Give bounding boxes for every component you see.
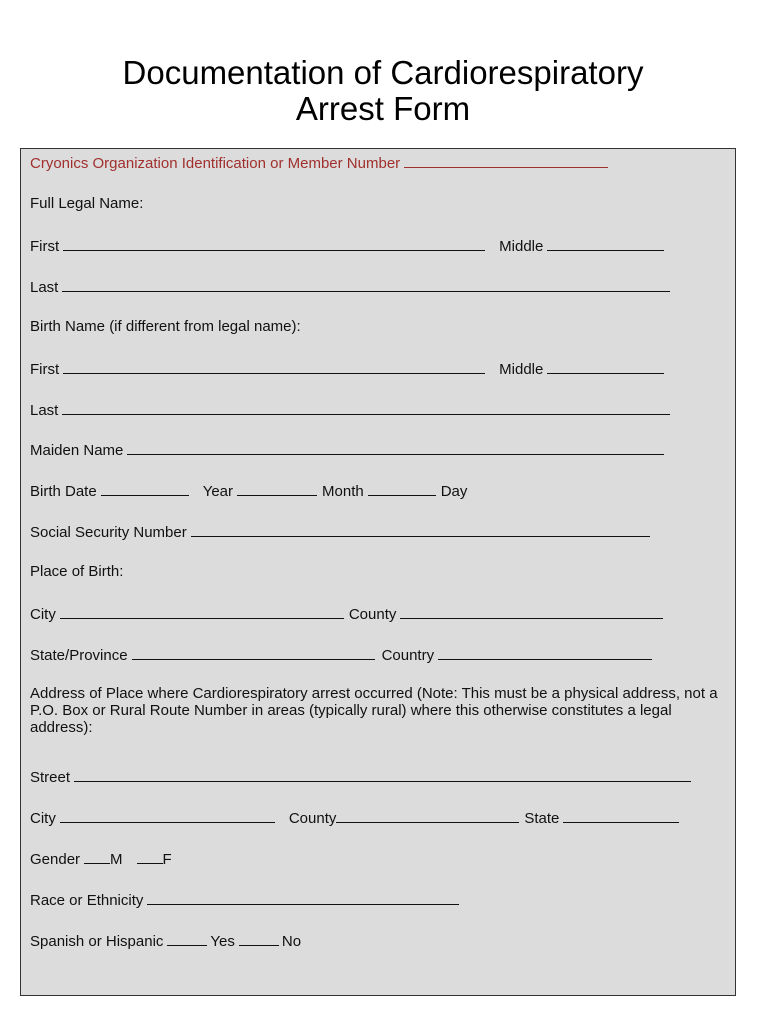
- birth-city-input[interactable]: [60, 604, 344, 619]
- street-input[interactable]: [74, 767, 691, 782]
- gender-female-label: F: [162, 851, 172, 868]
- form-title: [0, 55, 766, 127]
- org-id-row: [30, 153, 608, 173]
- form-panel: [20, 148, 736, 996]
- hispanic-no-input[interactable]: [239, 931, 279, 946]
- hispanic-yes-input[interactable]: [167, 931, 207, 946]
- birth-date-label: Birth Date: [30, 483, 97, 500]
- birth-city-label: City: [30, 606, 56, 623]
- maiden-name-input[interactable]: [127, 440, 664, 455]
- legal-last-row: [30, 277, 670, 297]
- birth-country-label: Country: [381, 647, 435, 664]
- arrest-city-label: City: [30, 810, 56, 827]
- arrest-address-note: Address of Place where Cardiorespiratory arrest occurred (Note: This must be a physical address, not a P.O. Box or Rural Route Number in areas (typically rural) where this otherwise constitutes a legal address):: [30, 685, 718, 736]
- arrest-county-input[interactable]: [336, 808, 519, 823]
- gender-male-label: M: [110, 851, 123, 868]
- birth-state-input[interactable]: [132, 645, 375, 660]
- legal-first-label: First: [30, 238, 60, 255]
- maiden-name-label: Maiden Name: [30, 442, 124, 459]
- hispanic-no-label: No: [281, 933, 302, 950]
- birth-last-row: [30, 400, 670, 420]
- birth-last-label: Last: [30, 402, 59, 419]
- birth-county-input[interactable]: [400, 604, 663, 619]
- arrest-state-input[interactable]: [563, 808, 679, 823]
- arrest-state-label: State: [524, 810, 560, 827]
- legal-middle-label: Middle: [499, 238, 544, 255]
- ssn-row: [30, 522, 650, 542]
- birth-middle-input[interactable]: [547, 359, 664, 374]
- gender-male-input[interactable]: [84, 849, 110, 864]
- birth-middle-label: Middle: [499, 361, 544, 378]
- full-legal-name-heading: Full Legal Name:: [30, 195, 144, 212]
- form-title-line-1: Documentation of Cardiorespiratory: [122, 54, 644, 91]
- birth-first-middle-row: [30, 359, 664, 379]
- street-row: [30, 767, 691, 787]
- form-title-line-2: Arrest Form: [295, 90, 471, 127]
- hispanic-row: [30, 931, 301, 951]
- birth-day-input[interactable]: [368, 481, 436, 496]
- birth-state-country-row: [30, 645, 652, 665]
- month-label: Month: [322, 483, 364, 500]
- birth-name-heading: Birth Name (if different from legal name):: [30, 318, 301, 335]
- org-id-input[interactable]: [404, 153, 608, 168]
- ssn-label: Social Security Number: [30, 524, 187, 541]
- birth-year-input[interactable]: [101, 481, 189, 496]
- street-label: Street: [30, 769, 71, 786]
- org-id-label: Cryonics Organization Identification or Member Number: [30, 155, 401, 172]
- legal-middle-input[interactable]: [547, 236, 664, 251]
- arrest-city-county-state-row: [30, 808, 679, 828]
- arrest-city-input[interactable]: [60, 808, 275, 823]
- ssn-input[interactable]: [191, 522, 650, 537]
- birth-date-row: [30, 481, 467, 501]
- arrest-county-label: County: [288, 810, 337, 827]
- year-label: Year: [202, 483, 234, 500]
- day-label: Day: [440, 483, 468, 500]
- birth-first-input[interactable]: [63, 359, 485, 374]
- birth-first-label: First: [30, 361, 60, 378]
- legal-first-input[interactable]: [63, 236, 485, 251]
- gender-label: Gender: [30, 851, 81, 868]
- place-of-birth-heading: Place of Birth:: [30, 563, 124, 580]
- legal-first-middle-row: [30, 236, 664, 256]
- race-row: [30, 890, 459, 910]
- hispanic-yes-label: Yes: [210, 933, 235, 950]
- birth-city-county-row: [30, 604, 663, 624]
- birth-county-label: County: [348, 606, 397, 623]
- hispanic-label: Spanish or Hispanic: [30, 933, 164, 950]
- legal-last-input[interactable]: [62, 277, 670, 292]
- birth-last-input[interactable]: [62, 400, 670, 415]
- race-label: Race or Ethnicity: [30, 892, 144, 909]
- gender-female-input[interactable]: [137, 849, 163, 864]
- birth-month-input[interactable]: [237, 481, 317, 496]
- birth-country-input[interactable]: [438, 645, 652, 660]
- race-input[interactable]: [147, 890, 459, 905]
- gender-row: [30, 849, 172, 869]
- maiden-name-row: [30, 440, 664, 460]
- legal-last-label: Last: [30, 279, 59, 296]
- birth-state-label: State/Province: [30, 647, 128, 664]
